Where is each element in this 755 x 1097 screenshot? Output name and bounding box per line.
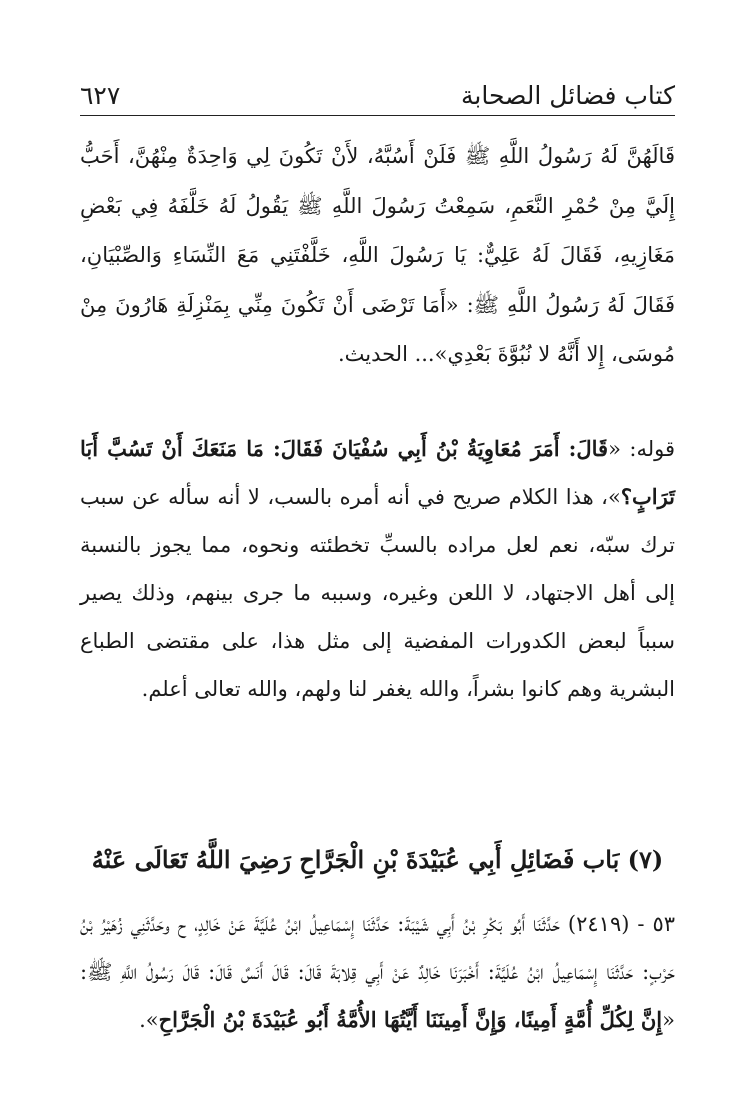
- hadith-continuation: [80, 132, 675, 380]
- book-title: كتاب فضائل الصحابة: [461, 81, 675, 110]
- commentary-paragraph: [80, 425, 675, 713]
- commentary-text: »، هذا الكلام صريح في أنه أمره بالسب، لا أنه سأله عن سبب ترك سبّه، نعم لعل مراده بالسبِّ تخطئته ونحوه، مما يجوز بالنسبة إلى أهل الاجتهاد، لا اللعن وغيره، وسببه ما جرى بينهم، وذلك يصير سبباً لبعض الكدورات المفضية إلى مثل هذا، على مقتضى الطباع البشرية وهم كانوا بشراً، والله يغفر لنا ولهم، والله تعالى أعلم.: [80, 485, 675, 701]
- hadith-53-paragraph: [80, 900, 675, 1044]
- page-number: ٦٢٧: [80, 81, 121, 110]
- hadith-53: [80, 900, 675, 1044]
- commentary-quote: قَالَ: أَمَرَ مُعَاوِيَةُ بْنُ أَبِي سُفْيَانَ فَقَالَ: مَا مَنَعَكَ أَنْ تَسُبَّ أَبَا تَرَابٍ؟: [80, 436, 675, 509]
- page-header: [80, 70, 675, 110]
- hadith-paragraph: قَالَهُنَّ لَهُ رَسُولُ اللَّهِ ﷺ فَلَنْ أَسُبَّهُ، لأَنْ تَكُونَ لِي وَاحِدَةٌ مِنْهُنَّ، أَحَبُّ إِلَيَّ مِنْ حُمْرِ النَّعَمِ، سَمِعْتُ رَسُولَ اللَّهِ ﷺ يَقُولُ لَهُ خَلَّفَهُ فِي بَعْضِ مَغَازِيهِ، فَقَالَ لَهُ عَلِيٌّ: يَا رَسُولَ اللَّهِ، خَلَّفْتَنِي مَعَ النِّسَاءِ وَالصِّبْيَانِ، فَقَالَ لَهُ رَسُولُ اللَّهِ ﷺ: «أَمَا تَرْضَى أَنْ تَكُونَ مِنِّي بِمَنْزِلَةِ هَارُونَ مِنْ مُوسَى، إِلا أَنَّهُ لا نُبُوَّةَ بَعْدِي»... الحديث.: [80, 144, 675, 366]
- commentary-intro: قوله: «: [608, 437, 675, 461]
- hadith-53-chain: ٥٣ - (٢٤١٩) حَدَّثَنَا أَبُو بَكْرِ بْنُ أَبِي شَيْبَةَ: حَدَّثَنَا إِسْمَاعِيلُ ابْنُ عُلَيَّةَ عَنْ خَالِدٍ، ح وحَدَّثَنِي زُهَيْرُ بْنُ حَرْبٍ: حَدَّثَنَا إِسْمَاعِيلُ ابْنُ عُلَيَّةَ: أَخْبَرَنَا خَالِدٌ عَنْ أَبِي قِلابَةَ قَالَ: قَالَ أَنَسٌ قَالَ: قَالَ رَسُولُ اللَّهِ ﷺ: «: [80, 912, 675, 1032]
- hadith-53-closing: ».: [139, 1008, 159, 1032]
- section-heading: (٧) بَاب فَضَائِلِ أَبِي عُبَيْدَةَ بْنِ الْجَرَّاحِ رَضِيَ اللَّهُ تَعَالَى عَنْهُ: [91, 845, 664, 874]
- header-divider: [80, 115, 675, 116]
- hadith-53-quote: إِنَّ لِكُلِّ أُمَّةٍ أَمِينًا، وَإِنَّ أَمِينَنَا أَيَّتُهَا الأُمَّةُ أَبُو عُبَيْدَةَ بْنُ الْجَرَّاحِ: [158, 1007, 663, 1032]
- commentary: [80, 425, 675, 713]
